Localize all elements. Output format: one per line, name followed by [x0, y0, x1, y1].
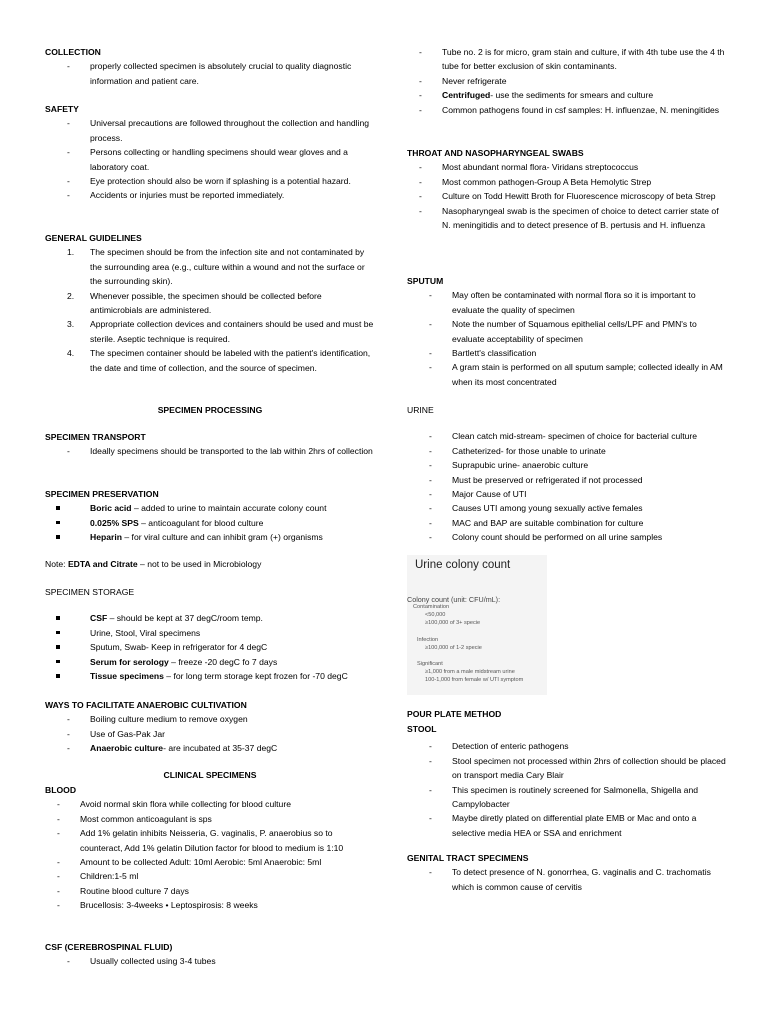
list-item: - Brucellosis: 3-4weeks • Leptospirosis: 8 weeks: [35, 898, 375, 912]
list-item: - Children:1-5 ml: [35, 869, 375, 883]
list-item: - Causes UTI among young sexually active females: [407, 501, 727, 515]
list-item: - Universal precautions are followed throughout the collection and handling process.: [45, 116, 375, 145]
throat-section: [407, 146, 727, 232]
list-item: Appropriate collection devices and containers should be used and must be sterile. Aseptic technique is required.: [90, 319, 374, 344]
item-text: - use the sediments for smears and culture: [490, 90, 654, 101]
csf-section: [45, 940, 375, 969]
item-text: Boiling culture medium to remove oxygen: [90, 714, 248, 725]
list-item: - Clean catch mid-stream- specimen of choice for bacterial culture: [407, 429, 727, 443]
stool-list: [407, 739, 727, 840]
blood-section: [45, 783, 375, 913]
list-item: - To detect presence of N. gonorrhea, G. vaginalis and C. trachomatis which is common cause of cervitis: [407, 865, 727, 894]
urine-section: [407, 403, 727, 545]
list-item: - Most common pathogen-Group A Beta Hemolytic Strep: [397, 175, 727, 189]
general-guidelines-section: [45, 231, 375, 375]
list-item: [45, 626, 375, 640]
item-text: Use of Gas-Pak Jar: [90, 728, 165, 739]
item-text: Tube no. 2 is for micro, gram stain and culture, if with 4th tube use the 4 th tube for better exclusion of skin contaminants.: [442, 47, 725, 72]
general-guidelines-list: [45, 245, 375, 375]
throat-heading: THROAT AND NASOPHARYNGEAL SWABS: [407, 148, 584, 158]
list-item: - MAC and BAP are suitable combination for culture: [407, 516, 727, 530]
specimen-storage-list: [45, 611, 375, 683]
csf-continued-list: [397, 45, 727, 117]
safety-list: [45, 116, 375, 202]
note-prefix: Note:: [45, 559, 68, 569]
item-text: - are incubated at 35-37 degC: [163, 743, 278, 754]
specimen-storage-heading: SPECIMEN STORAGE: [45, 587, 135, 597]
anaerobic-section: [45, 698, 375, 756]
list-item: - Detection of enteric pathogens: [407, 739, 727, 753]
significant-value-1: ≥1,000 from a male midstream urine: [425, 669, 515, 675]
infection-label: Infection: [417, 637, 439, 643]
anaerobic-heading: WAYS TO FACILITATE ANAEROBIC CULTIVATION: [45, 700, 247, 710]
genital-heading: GENITAL TRACT SPECIMENS: [407, 853, 529, 863]
list-item: - A gram stain is performed on all sputum sample; collected ideally in AM when its most concentrated: [407, 360, 727, 389]
list-item: - properly collected specimen is absolutely crucial to quality diagnostic information and patient care.: [45, 59, 375, 88]
item-bold: 0.025% SPS: [90, 517, 139, 528]
list-item: - Must be preserved or refrigerated if not processed: [407, 473, 727, 487]
list-item: - Usually collected using 3-4 tubes: [45, 954, 375, 968]
csf-heading: CSF (CEREBROSPINAL FLUID): [45, 942, 173, 952]
anaerobic-list: [45, 712, 375, 755]
safety-section: [45, 102, 375, 203]
item-text: – anticoagulant for blood culture: [138, 517, 264, 528]
infection-value-1: ≥100,000 of 1-2 specie: [425, 645, 482, 651]
specimen-transport-list: [45, 444, 375, 458]
significant-value-2: 100-1,000 from female w/ UTI symptom: [425, 677, 524, 683]
contamination-value-2: ≥100,000 of 3+ specie: [425, 620, 481, 626]
item-text: – for viral culture and can inhibit gram (+) organisms: [122, 532, 323, 543]
genital-list: [407, 865, 727, 894]
note-line: [45, 557, 375, 571]
list-item: Whenever possible, the specimen should be collected before antimicrobials are administered.: [90, 290, 322, 316]
item-bold: Tissue specimens: [90, 671, 164, 682]
specimen-storage-section: [45, 585, 375, 683]
list-item: - Routine blood culture 7 days: [35, 884, 375, 898]
urine-heading: URINE: [407, 405, 434, 415]
specimen-preservation-section: [45, 487, 375, 545]
stool-heading: STOOL: [407, 724, 437, 734]
list-item: - Note the number of Squamous epithelial cells/LPF and PMN's to evaluate acceptability of specimen: [407, 317, 727, 346]
list-item: - Catheterized- for those unable to urinate: [407, 444, 727, 458]
figure-title: Urine colony count: [415, 559, 511, 571]
list-item: [397, 88, 727, 102]
list-item: - Colony count should be performed on all urine samples: [407, 530, 727, 544]
item-text: Sputum, Swab- Keep in refrigerator for 4 degC: [90, 642, 268, 653]
list-item: [45, 501, 375, 515]
csf-list: [45, 954, 375, 968]
sputum-heading: SPUTUM: [407, 276, 444, 286]
list-item: [45, 669, 375, 683]
list-item: [397, 74, 727, 88]
item-text: – should be kept at 37 degC/room temp.: [107, 613, 263, 624]
urine-list: [407, 429, 727, 544]
list-item: - This specimen is routinely screened for Salmonella, Shigella and Campylobacter: [407, 783, 727, 812]
list-item: [397, 45, 727, 74]
item-bold: Heparin: [90, 532, 122, 543]
stool-section: [407, 722, 727, 840]
item-bold: CSF: [90, 613, 108, 624]
item-text: Urine, Stool, Viral specimens: [90, 627, 201, 638]
sputum-section: [407, 274, 727, 389]
sputum-list: [407, 288, 727, 389]
list-item: - Add 1% gelatin inhibits Neisseria, G. vaginalis, P. anaerobius so to counteract, Add 1% gelatin Dilution factor for blood to medium is 1:10: [35, 826, 375, 855]
specimen-transport-section: [45, 430, 375, 459]
list-item: The specimen container should be labeled with the patient's identification, the date and time of collection, and the source of specimen.: [90, 348, 371, 373]
general-guidelines-heading: GENERAL GUIDELINES: [45, 233, 142, 243]
contamination-label: Contamination: [413, 604, 450, 610]
significant-label: Significant: [417, 661, 443, 667]
list-item: - Stool specimen not processed within 2hrs of collection should be placed on transport media Cary Blair: [407, 754, 727, 783]
item-text: – added to urine to maintain accurate colony count: [131, 503, 327, 514]
list-item: - Suprapubic urine- anaerobic culture: [407, 458, 727, 472]
item-bold: Serum for serology: [90, 656, 169, 667]
specimen-preservation-heading: SPECIMEN PRESERVATION: [45, 489, 159, 499]
unit-line: Colony count (unit: CFU/mL):: [407, 595, 501, 604]
list-item: The specimen should be from the infection site and not contaminated by the surrounding area (e.g., culture within a wound and not the surface or the surrounding skin).: [90, 247, 365, 287]
item-bold: Anaerobic culture: [90, 743, 164, 754]
list-item: - Major Cause of UTI: [407, 487, 727, 501]
item-text: Never refrigerate: [442, 75, 507, 86]
item-text: – freeze -20 degC fo 7 days: [168, 656, 278, 667]
item-bold: Boric acid: [90, 503, 132, 514]
collection-heading: COLLECTION: [45, 47, 101, 57]
collection-section: [45, 45, 375, 88]
blood-heading: BLOOD: [45, 785, 77, 795]
list-item: - Eye protection should also be worn if splashing is a potential hazard.: [45, 174, 375, 188]
throat-list: [397, 160, 727, 232]
list-item: - Ideally specimens should be transported to the lab within 2hrs of collection: [45, 444, 375, 458]
urine-colony-count-figure: [407, 555, 547, 695]
csf-continued-section: [407, 45, 727, 117]
list-item: [45, 611, 375, 625]
list-item: - Maybe diretly plated on differential plate EMB or Mac and onto a selective media HEA or SSA and enrichment: [407, 811, 727, 840]
list-item: [45, 516, 375, 530]
item-text: – for long term storage kept frozen for -70 degC: [163, 671, 348, 682]
specimen-preservation-list: [45, 501, 375, 544]
contamination-value-1: <50,000: [425, 612, 446, 618]
safety-heading: SAFETY: [45, 104, 79, 114]
genital-section: [407, 851, 727, 894]
item-bold: Centrifuged: [442, 90, 491, 101]
list-item: - Most abundant normal flora- Viridans streptococcus: [397, 160, 727, 174]
list-item: - Culture on Todd Hewitt Broth for Fluorescence microscopy of beta Strep: [397, 189, 727, 203]
list-item: [45, 727, 375, 741]
item-text: Common pathogens found in csf samples: H. influenzae, N. meningitides: [442, 104, 720, 115]
pour-plate-heading: POUR PLATE METHOD: [407, 709, 502, 719]
collection-list: [45, 59, 375, 88]
specimen-transport-heading: SPECIMEN TRANSPORT: [45, 432, 146, 442]
specimen-processing-heading: SPECIMEN PROCESSING: [157, 405, 263, 415]
list-item: - Amount to be collected Adult: 10ml Aerobic: 5ml Anaerobic: 5ml: [35, 855, 375, 869]
list-item: - May often be contaminated with normal flora so it is important to evaluate the quality of specimen: [407, 288, 727, 317]
note-text: – not to be used in Microbiology: [137, 559, 262, 569]
clinical-specimens-heading: CLINICAL SPECIMENS: [163, 770, 257, 780]
list-item: [45, 655, 375, 669]
list-item: - Most common anticoagulant is sps: [35, 812, 375, 826]
list-item: [397, 103, 727, 117]
list-item: [45, 640, 375, 654]
list-item: [45, 712, 375, 726]
list-item: - Accidents or injuries must be reported immediately.: [45, 188, 375, 202]
list-item: - Avoid normal skin flora while collecting for blood culture: [35, 797, 375, 811]
list-item: [45, 530, 375, 544]
blood-list: [35, 797, 375, 912]
list-item: [45, 741, 375, 755]
list-item: - Bartlett's classification: [407, 346, 727, 360]
list-item: - Nasopharyngeal swab is the specimen of choice to detect carrier state of N. meningitidis and to detect presence of B. pertusis and H. influenza: [397, 204, 727, 233]
note-bold: EDTA and Citrate: [67, 559, 138, 569]
list-item: - Persons collecting or handling specimens should wear gloves and a laboratory coat.: [45, 145, 375, 174]
